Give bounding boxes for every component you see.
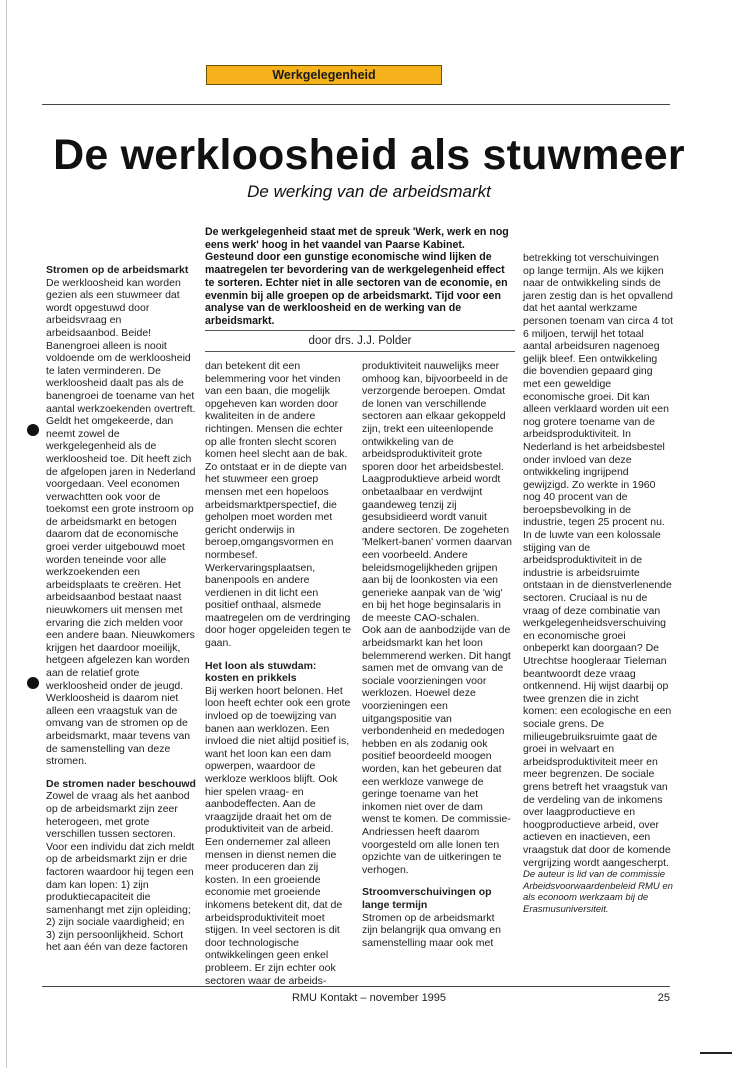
section-label: Werkgelegenheid	[206, 65, 442, 85]
paragraph: Stromen op de arbeidsmarkt zijn belangrijk qua omvang en samenstelling maar ook met	[362, 911, 501, 949]
author-note: De auteur is lid van de commissie Arbeidsvoorwaardenbeleid RMU en als econoom werkzaam bij de Erasmusuniversiteit.	[523, 869, 673, 915]
footer-publication: RMU Kontakt – november 1995	[291, 992, 447, 1004]
subheading-loon: Het loon als stuwdam: kosten en prikkels	[205, 659, 317, 685]
paragraph: betrekking tot verschuivingen op lange termijn. Als we kijken naar de ontwikkeling sinds de jaren zestig dan is het opvallend dat het aantal werkzame personen toenam van circa 4 tot 6 miljoen, terwijl het totaal aantal arbeidsuren nagenoeg gelijk bleef. Een ontwikkeling die bovendien gepaard ging met een geweldige economische groei. Dit kan alleen verklaard worden uit een nog grotere toename van de arbeidsproduktiviteit. In Nederland is het arbeidsbestel onder invloed van deze ontwikkeling ingrijpend gewijzigd. Zo werkte in 1960 nog 40 procent van de beroepsbevolking in de industrie, tegen 25 procent nu. In de luwte van een kolossale stijging van de arbeidsproduktiviteit in de industrie is arbeidsruimte ontstaan in de dienstverlenende sectoren. Cruciaal is nu de vraag of deze combinatie van werkgelegenheidsverschuiving en economische groei onbeperkt kan doorgaan? De Utrechtse hoogleraar Tieleman beantwoordt deze vraag ontkennend. Hij wijst daarbij op twee grenzen die in zicht komen: een ecologische en een sociale grens. De milieugebruiksruimte gaat de groei in welvaart en arbeidsproduktiviteit meer en meer begrenzen. De sociale grens betreft het vraagstuk van de verdeling van de inkomens over laagproductieve en hoogproductieve arbeid, over actieven en inactieven, een vraagstuk dat door de komende vergrijzing wordt aangescherpt.	[523, 252, 674, 869]
crop-mark	[700, 1052, 732, 1054]
header-rule	[42, 104, 670, 105]
column-1	[46, 264, 196, 954]
bullet-marker-icon	[27, 677, 39, 689]
column-3	[362, 360, 512, 949]
paragraph: Bij werken hoort belonen. Het loon heeft echter ook een grote invloed op de toewijzing van banen aan werklozen. Een invloed die niet altijd positief is, want het loon kan een dam opwerpen, waardoor de werkloze werkloos blijft. Ook hier spelen vraag- en aanbodeffecten. Aan de vraagzijde draait het om de produktiviteit van de arbeid. Een ondernemer zal alleen mensen in dienst nemen die meer produceren dan zij kosten. In een groeiende economie met groeiende inkomens betekent dit, dat de arbeidsproduktiviteit moet stijgen. In veel sectoren is dit door technologische ontwikkelingen geen enkel probleem. Er zijn echter ook sectoren waar de arbeids-	[205, 684, 351, 987]
paragraph: produktiviteit nauwelijks meer omhoog kan, bijvoorbeeld in de verzorgende beroepen. Omdat de lonen van verschillende sectoren aan elkaar gekoppeld zijn, trekt een uiteenlopende ontwikkeling van de arbeidsproduktiviteit grote sporen door het arbeidsbestel. Laagproduktieve arbeid wordt onbetaalbaar en verdwijnt gaandeweg tenzij zij gesubsidieerd wordt vanuit andere sectoren. De zogeheten 'Melkert-banen' vormen daarvan een voorbeeld. Andere beleidsmogelijkheden grijpen aan bij de loonkosten via een generieke aanpak van de 'wig' en bij het hoge beginsalaris in de meeste CAO-schalen.	[362, 360, 512, 624]
footer-rule	[42, 986, 670, 987]
paragraph: Zowel de vraag als het aanbod op de arbeidsmarkt zijn zeer heterogeen, met grote verschillen tussen sectoren. Voor een individu dat zich meldt op de arbeidsmarkt zijn er drie factoren waardoor hij tegen een dam kan lopen: 1) zijn produktiecapaciteit die samenhangt met zijn opleiding; 2) zijn sociale vaardigheid; en 3) zijn persoonlijkheid. Schort het aan één van deze factoren	[46, 790, 195, 954]
article-subtitle: De werking van de arbeidsmarkt	[247, 182, 491, 201]
subheading-stromen-nader: De stromen nader beschouwd	[46, 777, 196, 790]
article-intro: De werkgelegenheid staat met de spreuk 'Werk, werk en nog eens werk' hoog in het vaandel van Paarse Kabinet. Gesteund door een gunstige economische wind lijken de maatregelen ter bevordering van de werkgelegenheid effect te sorteren. Echter niet in alle sectoren van de economie, en evenmin bij alle groepen op de arbeidsmarkt. Tijd voor een analyse van de werkloosheid en de werking van de arbeidsmarkt.	[205, 226, 509, 327]
article-byline: door drs. J.J. Polder	[308, 335, 412, 347]
subheading-stromen: Stromen op de arbeidsmarkt	[46, 264, 189, 276]
column-2	[205, 360, 353, 987]
paragraph: Ook aan de aanbodzijde van de arbeidsmarkt kan het loon belemmerend werken. Dit hangt samen met de omvang van de sociale voorzieningen voor werklozen. Hoewel deze voorzieningen een uitgangspositie van verbondenheid en mededogen hebben en als zodanig ook positief beoordeeld moogen worden, kan het gebeuren dat een werkloze vanwege de geringe toename van het inkomen niet over de dam wenst te komen. De commissie-Andriessen heeft daarom voorgesteld om alle lonen ten opzichte van de uitkeringen te verhogen.	[362, 624, 511, 876]
column-4	[523, 252, 673, 915]
paragraph: dan betekent dit een belemmering voor het vinden van een baan, die mogelijk opgeheven kan worden door kwaliteiten in de andere richtingen. Mensen die echter op alle fronten slecht scoren komen heel slecht aan de bak. Zo ontstaat er in de diepte van het stuwmeer een groep mensen met een hopeloos arbeidsmarktperspectief, die geholpen moet worden met gericht onderwijs in beroep,omgangsvormen en normbesef. Werkervaringsplaatsen, banenpools en andere verdienen in dit licht een positief onthaal, alsmede maatregelen om de verdringing door hoger opgeleiden tegen te gaan.	[205, 360, 351, 650]
article-title: De werkloosheid als stuwmeer	[53, 131, 685, 179]
byline-bottom-rule	[205, 351, 515, 352]
bullet-marker-icon	[27, 424, 39, 436]
subheading-stroomverschuivingen: Stroomverschuivingen op lange termijn	[362, 886, 492, 911]
paragraph: De werkloosheid kan worden gezien als een stuwmeer dat wordt opgestuwd door arbeidsvraag en arbeidsaanbod. Beide! Banengroei alleen is nooit voldoende om de werkloosheid te laten verminderen. De werkloosheid daalt pas als de banengroei de toename van het aantal werkzoekenden overtreft. Geldt het omgekeerde, dan neemt zowel de werkgelegenheid als de werkloosheid toe. Dit heeft zich de afgelopen jaren in Nederland voorgedaan. Veel economen verwachtten ook voor de toekomst een grote instroom op de arbeidsmarkt en betogen daarom dat de economische groei verder uitgebouwd moet worden teneinde voor alle werkzoekenden een arbeidsplaats te creëren. Het arbeidsaanbod bestaat naast nieuwkomers uit mensen met ervaring die zich melden voor een andere baan. Nieuwkomers krijgen het daardoor moeilijk, hetgeen afgelezen kan worden aan de relatief grote werkloosheid onder de jeugd. Werkloosheid is daarom niet alleen een vraagstuk van de omvang van de stromen op de arbeidsmarkt, maar tevens van de samenstelling van deze stromen.	[46, 276, 196, 768]
page-number: 25	[657, 992, 670, 1004]
byline-top-rule	[205, 330, 515, 331]
